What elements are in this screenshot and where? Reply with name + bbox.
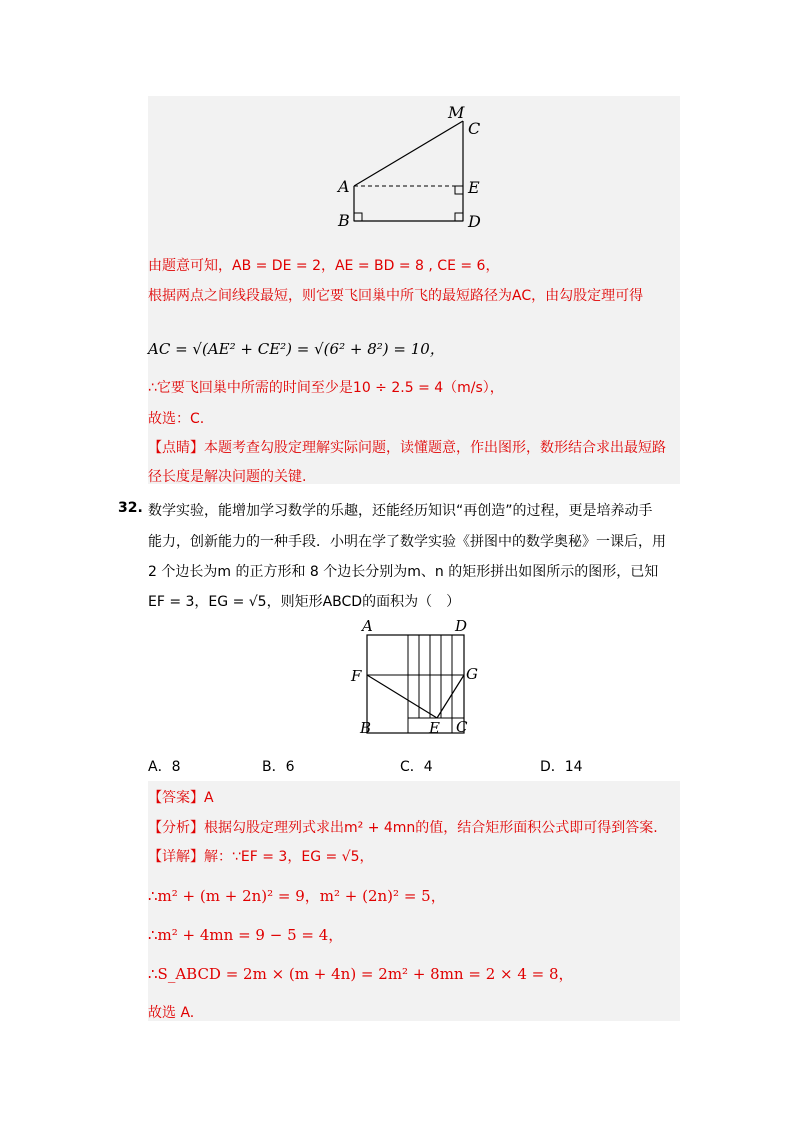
solution31-line2: 根据两点之间线段最短，则它要飞回巢中所飞的最短路径为AC，由勾股定理可得 (148, 288, 644, 304)
analysis-text: 【分析】根据勾股定理列式求出m² + 4mn的值，结合矩形面积公式即可得到答案. (148, 820, 658, 836)
solution31-line1: 由题意可知，AB = DE = 2，AE = BD = 8 , CE = 6， (148, 258, 500, 274)
figure-trapezoid (330, 100, 500, 235)
solution31-line4: ∴它要飞回巢中所需的时间至少是10 ÷ 2.5 = 4（m/s）， (148, 380, 504, 396)
label-M: M (448, 103, 465, 122)
solution31-line5: 故选：C. (148, 411, 205, 427)
solution31-line7: 径长度是解决问题的关键. (148, 469, 307, 485)
question32-line1: 数学实验，能增加学习数学的乐趣，还能经历知识“再创造”的过程，更是培养动手 (148, 503, 653, 519)
question-number: 32. (118, 500, 143, 516)
right-angle-D (455, 213, 463, 221)
step-1: ∴m² + (m + 2n)² = 9，m² + (2n)² = 5， (148, 887, 446, 905)
choice-b[interactable]: B．6 (262, 759, 295, 775)
label-F: F (351, 667, 362, 685)
solution31-line3: AC = √(AE² + CE²) = √(6² + 8²) = 10， (148, 340, 445, 358)
figure-rectangle-abcd (345, 615, 485, 740)
label-D: D (468, 212, 481, 231)
question32-line2: 能力，创新能力的一种手段．小明在学了数学实验《拼图中的数学奥秘》一课后，用 (148, 534, 666, 550)
label-G: G (466, 665, 478, 683)
label-D: D (455, 617, 468, 635)
label-B: B (360, 719, 372, 737)
choice-a[interactable]: A．8 (148, 759, 181, 775)
step-3: ∴S_ABCD = 2m × (m + 4n) = 2m² + 8mn = 2 × 4 = 8， (148, 965, 574, 983)
label-B: B (338, 211, 350, 230)
step-2: ∴m² + 4mn = 9 − 5 = 4， (148, 926, 344, 944)
label-E: E (429, 719, 440, 737)
choice-c[interactable]: C．4 (400, 759, 433, 775)
label-C: C (456, 718, 468, 736)
label-A: A (362, 617, 373, 635)
label-C: C (468, 119, 481, 138)
question32-line3: 2 个边长为m 的正方形和 8 个边长分别为m、n 的矩形拼出如图所示的图形，已知 (148, 564, 659, 580)
question32-line4: EF = 3，EG = √5，则矩形ABCD的面积为（ ） (148, 594, 461, 610)
segment-FE (367, 675, 437, 718)
right-angle-E (455, 186, 463, 194)
final-answer: 故选 A. (148, 1005, 195, 1021)
label-A: A (338, 177, 350, 196)
solution31-key-point: 【点睛】本题考查勾股定理解实际问题，读懂题意，作出图形，数形结合求出最短路 (148, 440, 666, 456)
label-E: E (468, 178, 480, 197)
answer-label: 【答案】A (148, 790, 214, 806)
choice-d[interactable]: D．14 (540, 759, 583, 775)
detail-text: 【详解】解：∵EF = 3，EG = √5， (148, 849, 374, 865)
segment-AC (354, 121, 463, 186)
right-angle-B (354, 213, 362, 221)
